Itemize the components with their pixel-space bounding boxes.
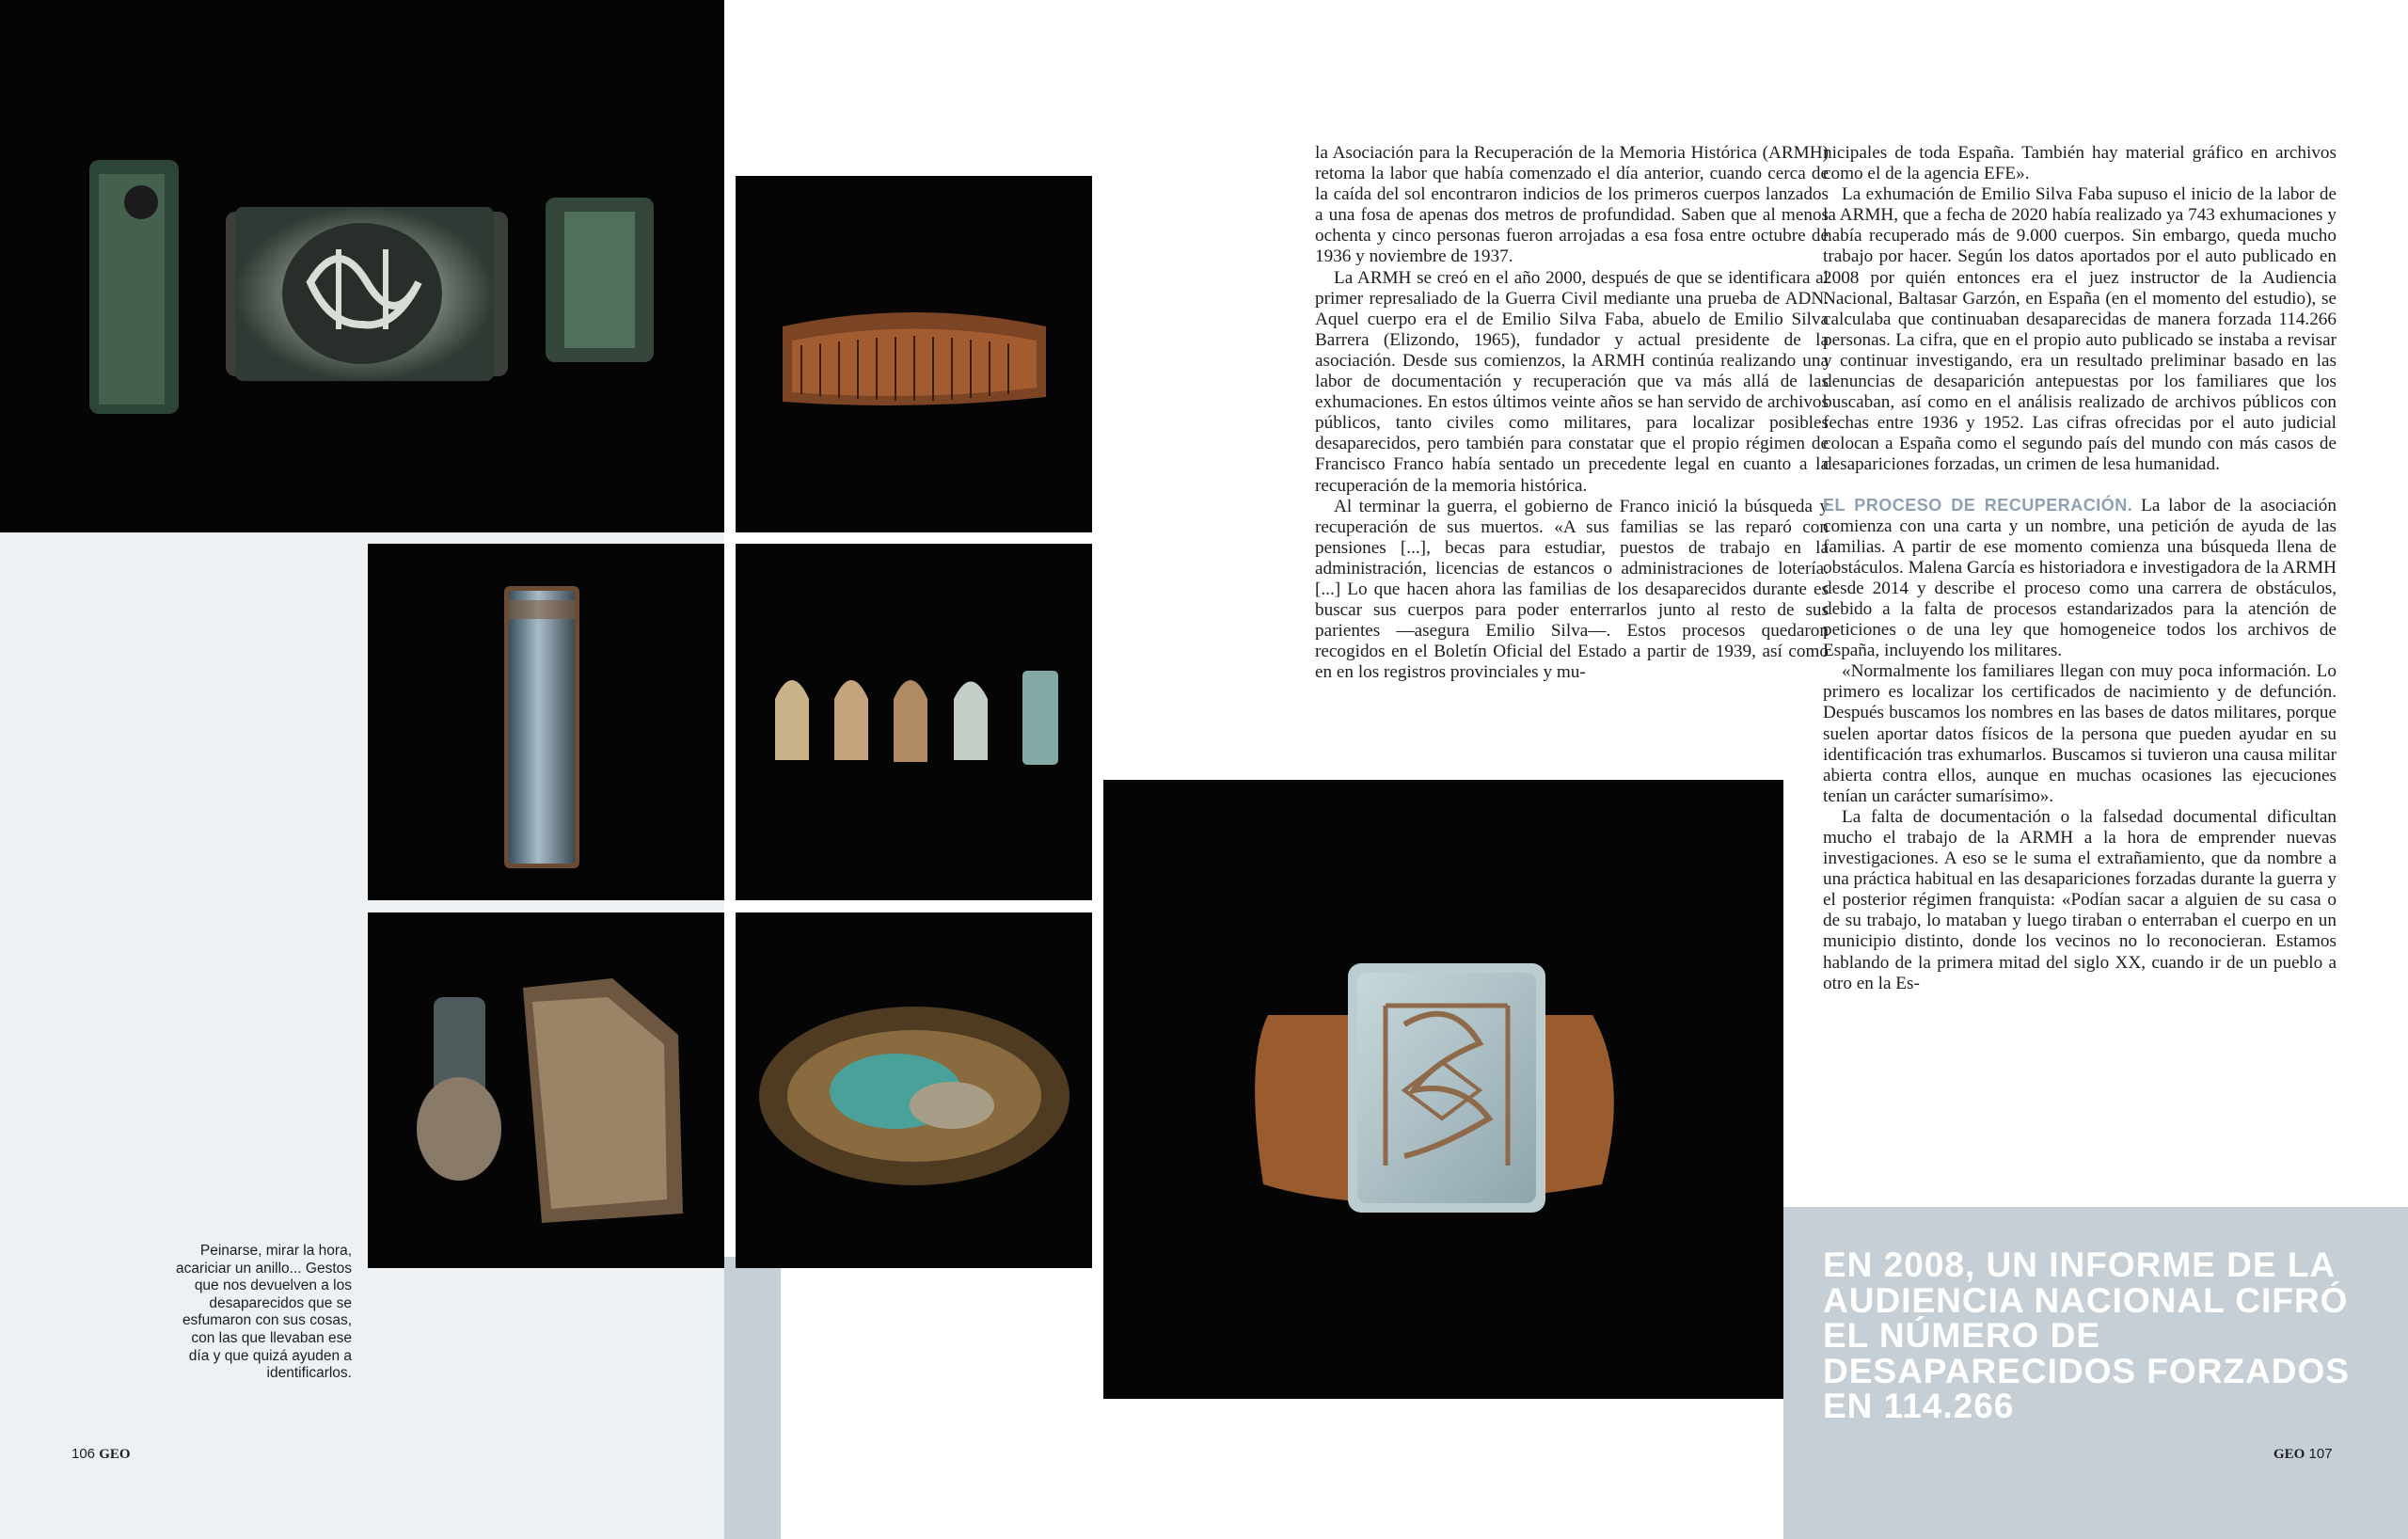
photo-pencil-and-box xyxy=(368,912,724,1268)
paragraph: «Normalmente los familiares llegan con muy poca información. Lo primero es localizar los certificados de nacimiento y de defunción. Después buscamos los nombres en las bases de datos militares, porque suelen aportar datos físicos de la persona que pueden ayudar en su identificación tras exhumarlos. Buscamos si tuvieron una causa militar abierta contra ellos, aunque en muchas ocasiones las ejecuciones tenían un carácter sumarísimo». xyxy=(1823,661,2337,806)
photo-cylinder xyxy=(368,544,724,900)
photo-caption: Peinarse, mirar la hora, acariciar un anillo... Gestos que nos devuelven a los desaparecidos que se esfumaron con sus cosas, con las que llevaban ese día y que quizá ayuden a identificarlos. xyxy=(176,1243,352,1382)
photo-belt-buckle xyxy=(0,0,724,532)
page-number: 106 xyxy=(71,1446,96,1462)
photo-comb xyxy=(736,176,1092,532)
magazine-name: GEO xyxy=(2273,1447,2305,1462)
pull-quote: EN 2008, UN INFORME DE LA AUDIENCIA NACIONAL CIFRÓ EL NÚMERO DE DESAPARECIDOS FORZADOS EN 114.266 xyxy=(1823,1245,2350,1425)
right-folio xyxy=(2273,1446,2333,1463)
left-folio xyxy=(71,1446,131,1463)
photo-bullets xyxy=(736,544,1092,900)
paragraph: Al terminar la guerra, el gobierno de Franco inició la búsqueda y recuperación de sus muertos. «A sus familias se las reparó con pensiones [...], becas para estudiar, puestos de trabajo en la administración, licencias de estancos o administraciones de lotería. [...] Lo que hacen ahora las familias de los desaparecidos durante es buscar sus cuerpos para poder enterrarlos junto al resto de sus parientes —asegura Emilio Silva—. Estos procesos quedaron recogidos en el Boletín Oficial del Estado a partir de 1939, así como en en los registros provinciales y mu- xyxy=(1315,496,1829,683)
subhead-paragraph xyxy=(1823,495,2337,662)
photo-corroded-clump xyxy=(736,912,1092,1268)
section-subhead: EL PROCESO DE RECUPERACIÓN. xyxy=(1823,495,2133,515)
paragraph: la Asociación para la Recuperación de la Memoria Histórica (ARMH) retoma la labor que había comenzado el día anterior, cuando cerca de la caída del sol encontraron indicios de los primeros cuerpos lanzados a una fosa de apenas dos metros de profundidad. Saben que al menos ochenta y cinco personas fueron arrojadas a esa fosa entre octubre de 1936 y noviembre de 1937. xyxy=(1315,143,1829,267)
subhead-body: La labor de la asociación comienza con una carta y un nombre, una petición de ayuda de las familias. A partir de ese momento comienza una búsqueda llena de obstáculos. Malena García es historiadora e investigadora de la ARMH desde 2014 y describe el proceso como una carrera de obstáculos, debido a la falta de procesos estandarizados para la atención de peticiones o de una ley que homogeneice todos los archivos de España, incluyendo los militares. xyxy=(1823,495,2337,661)
magazine-name: GEO xyxy=(99,1447,131,1462)
paragraph: La falta de documentación o la falsedad documental dificultan mucho el trabajo de la ARMH a la hora de emprender nuevas investigaciones. A eso se le suma el extrañamiento, que da nombre a una práctica habitual en las desapariciones forzadas durante la guerra y el posterior régimen franquista: «Podían sacar a alguien de su casa o de su trabajo, lo mataban y luego tiraban o enterraban el cuerpo en un municipio distinto, donde los vecinos no lo reconocieran. Estamos hablando de la primera mitad del siglo XX, cuando ir de un pueblo a otro en la Es- xyxy=(1823,806,2337,993)
paragraph: nicipales de toda España. También hay material gráfico en archivos como el de la agencia EFE». xyxy=(1823,143,2337,184)
paragraph: La exhumación de Emilio Silva Faba supuso el inicio de la labor de la ARMH, que a fecha de 2020 había realizado ya 743 exhumaciones y había recuperado más de 9.000 cuerpos. Sin embargo, queda mucho trabajo por hacer. Según los datos aportados por el auto publicado en 2008 por quién entonces era el juez instructor de la Audiencia Nacional, Baltasar Garzón, en España (en el momento del estudio), se calculaba que continuaban desaparecidas de manera forzada 114.266 personas. La cifra, que en el propio auto publicado se instaba a revisar y continuar investigando, era un resultado preliminar basado en las denuncias de desaparición antepuestas por los familiares que los buscaban, así como en el análisis realizado de archivos públicos con fechas entre 1936 y 1952. Las cifras ofrecidas por el auto judicial colocan a España como el segundo país del mundo con más casos de desapariciones forzadas, un crimen de lesa humanidad. xyxy=(1823,184,2337,475)
page-number: 107 xyxy=(2308,1446,2333,1462)
steel-strip xyxy=(724,1257,781,1539)
article-column-2 xyxy=(1823,143,2337,994)
paragraph: La ARMH se creó en el año 2000, después de que se identificara al primer represaliado de la Guerra Civil mediante una prueba de ADN. Aquel cuerpo era el de Emilio Silva Faba, abuelo de Emilio Silva Barrera (Elizondo, 1965), fundador y actual presidente de la asociación. Desde sus comienzos, la ARMH continúa realizando una labor de documentación y recuperación que va más allá de las exhumaciones. En estos últimos veinte años se han servido de archivos públicos, tanto civiles como militares, para localizar posibles desaparecidos, pero también para constatar que el propio régimen de Francisco Franco había sentado un precedente legal en cuanto a la recuperación de la memoria histórica. xyxy=(1315,267,1829,496)
photo-signet-ring xyxy=(1103,780,1783,1399)
article-column-1 xyxy=(1315,143,1829,683)
